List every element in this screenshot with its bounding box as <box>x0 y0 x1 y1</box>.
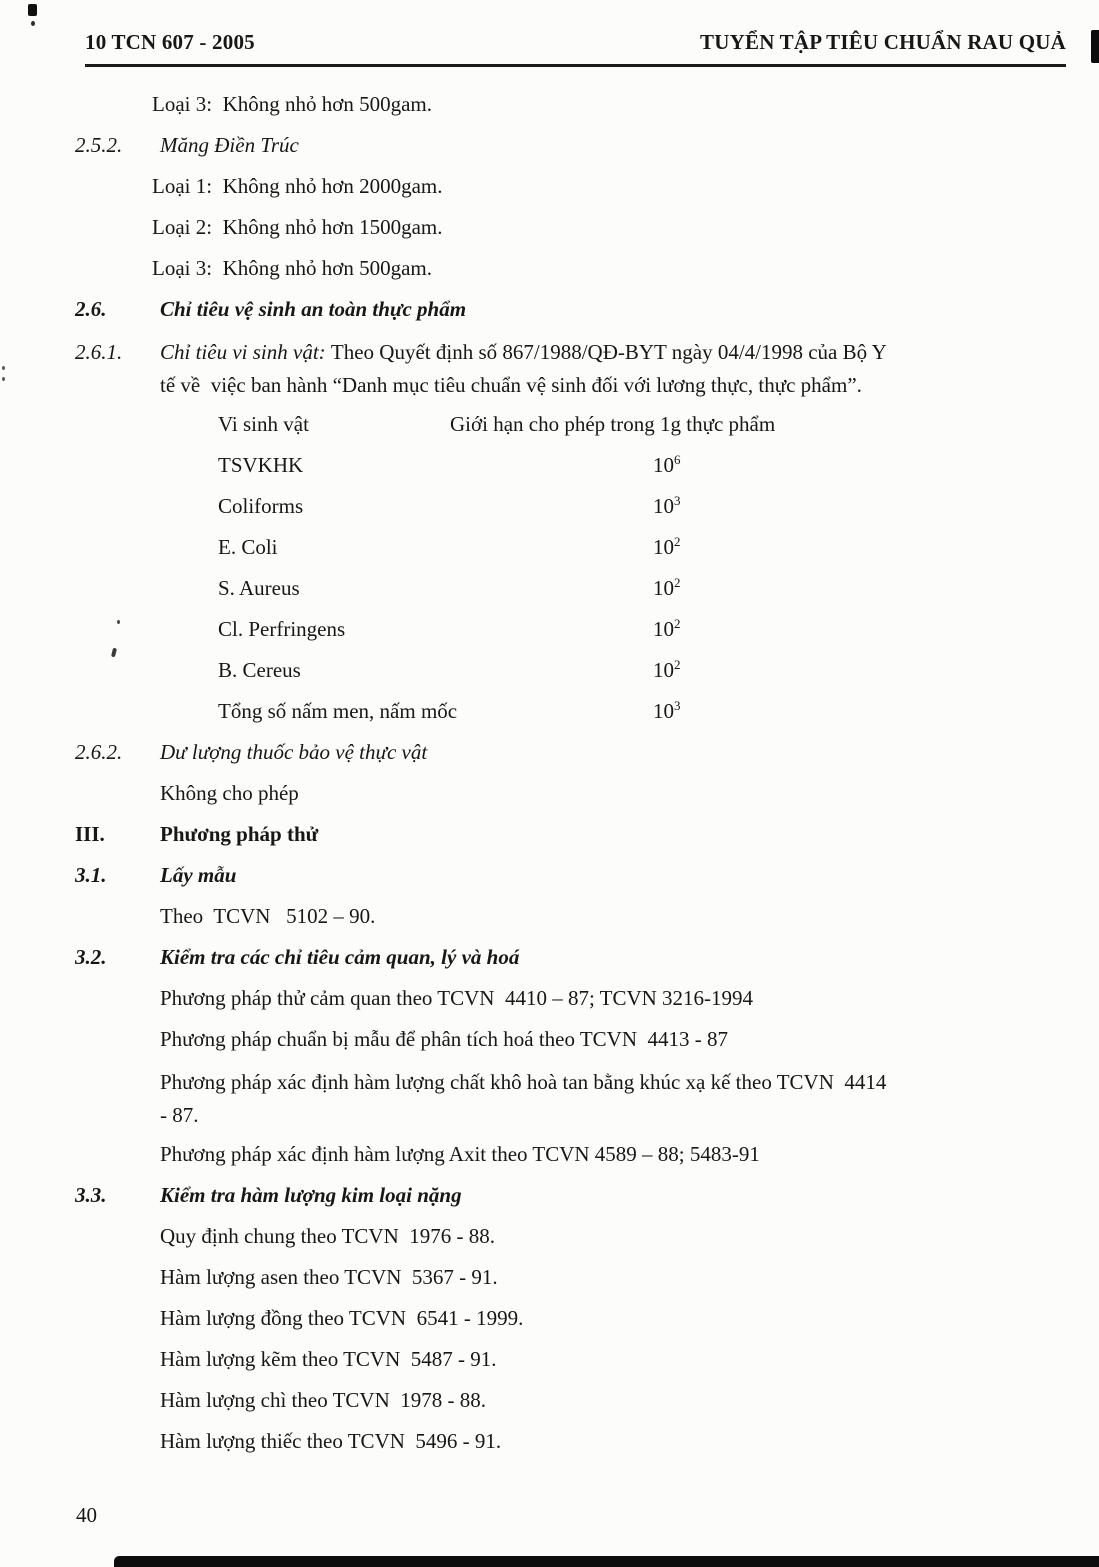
scan-artifact-right-edge <box>1091 30 1099 63</box>
body-line <box>0 1140 1099 1168</box>
numbered-line <box>0 738 1099 766</box>
microbe-name: S. Aureus <box>218 576 300 600</box>
section-number: 2.5.2. <box>75 133 123 157</box>
scan-artifact-top-left-dot <box>31 21 35 26</box>
section-number: 2.6.2. <box>75 740 123 764</box>
body-line <box>0 1263 1099 1291</box>
text-segment: Phương pháp thử <box>160 822 319 846</box>
microbe-limit-value: $10^3$ <box>653 493 681 518</box>
text-segment: Loại 1: Không nhỏ hơn 2000gam. <box>152 174 443 198</box>
section-number: III. <box>75 822 105 846</box>
section-number: 3.2. <box>75 945 107 969</box>
text-segment: Măng Điền Trúc <box>160 133 299 157</box>
text-segment: Theo Quyết định số 867/1988/QĐ-BYT ngày 04/4/1998 của Bộ Y <box>330 340 887 364</box>
text-segment: Quy định chung theo TCVN 1976 - 88. <box>160 1224 496 1248</box>
collection-title: TUYỂN TẬP TIÊU CHUẨN RAU QUẢ <box>700 30 1066 54</box>
limit-column-header: Giới hạn cho phép trong 1g thực phẩm <box>450 412 776 436</box>
microbe-row <box>0 574 1099 602</box>
text-segment: Chỉ tiêu vi sinh vật: <box>160 340 331 364</box>
text-segment: Loại 3: Không nhỏ hơn 500gam. <box>152 256 432 280</box>
microbe-limit-value: $10^2$ <box>653 657 681 682</box>
microbe-limit-value: $10^3$ <box>653 698 681 723</box>
text-segment: Hàm lượng chì theo TCVN 1978 - 88. <box>160 1388 486 1412</box>
text-segment: Phương pháp thử cảm quan theo TCVN 4410 – 87; TCVN 3216-1994 <box>160 986 754 1010</box>
microbe-limit-value: $10^6$ <box>653 452 681 477</box>
text-segment: Hàm lượng thiếc theo TCVN 5496 - 91. <box>160 1429 502 1453</box>
scan-artifact-top-left <box>28 4 37 16</box>
body-line <box>0 1025 1099 1053</box>
page-number: 40 <box>76 1503 97 1527</box>
microbe-name: Coliforms <box>218 494 304 518</box>
body-line <box>0 254 1099 282</box>
numbered-line <box>0 820 1099 848</box>
doc-number: 10 TCN 607 - 2005 <box>85 30 255 54</box>
document-body <box>0 90 1099 1468</box>
header-rule <box>85 64 1066 67</box>
text-segment: Loại 3: Không nhỏ hơn 500gam. <box>152 92 432 116</box>
numbered-line <box>0 336 1099 402</box>
text-segment: Hàm lượng asen theo TCVN 5367 - 91. <box>160 1265 498 1289</box>
microbe-name: B. Cereus <box>218 658 301 682</box>
microbe-name: TSVKHK <box>218 453 304 477</box>
body-line <box>0 172 1099 200</box>
numbered-line <box>0 131 1099 159</box>
body-line <box>0 984 1099 1012</box>
text-segment: Lấy mẫu <box>160 863 237 887</box>
body-line <box>0 1427 1099 1455</box>
microbe-row <box>0 615 1099 643</box>
microbe-row <box>0 656 1099 684</box>
numbered-line <box>0 1181 1099 1209</box>
numbered-line <box>0 943 1099 971</box>
text-segment: Theo TCVN 5102 – 90. <box>160 904 376 928</box>
microbe-row <box>0 451 1099 479</box>
text-segment: Kiểm tra các chỉ tiêu cảm quan, lý và hoá <box>160 945 520 969</box>
text-segment: Phương pháp xác định hàm lượng Axit theo TCVN 4589 – 88; 5483-91 <box>160 1142 760 1166</box>
section-number: 2.6.1. <box>75 340 123 364</box>
body-line <box>0 1222 1099 1250</box>
body-line <box>0 90 1099 118</box>
text-segment: Kiểm tra hàm lượng kim loại nặng <box>160 1183 462 1207</box>
text-segment: Chỉ tiêu vệ sinh an toàn thực phẩm <box>160 297 467 321</box>
text-segment: tế về việc ban hành “Danh mục tiêu chuẩn vệ sinh đối với lương thực, thực phẩm”. <box>160 373 862 397</box>
numbered-line <box>0 295 1099 323</box>
microbe-column-header: Vi sinh vật <box>218 412 309 436</box>
microbe-row <box>0 697 1099 725</box>
section-number: 2.6. <box>75 297 107 321</box>
text-segment: Dư lượng thuốc bảo vệ thực vật <box>160 740 428 764</box>
microbe-name: E. Coli <box>218 535 278 559</box>
text-segment: Phương pháp chuẩn bị mẫu để phân tích hoá theo TCVN 4413 - 87 <box>160 1027 729 1051</box>
body-line <box>0 1386 1099 1414</box>
microbe-limit-value: $10^2$ <box>653 534 681 559</box>
microbe-row <box>0 492 1099 520</box>
text-segment: Không cho phép <box>160 781 299 805</box>
body-line <box>0 902 1099 930</box>
body-line <box>0 1066 1099 1132</box>
body-line <box>0 779 1099 807</box>
microbe-limit-value: $10^2$ <box>653 575 681 600</box>
body-line <box>0 1304 1099 1332</box>
microbe-row <box>0 533 1099 561</box>
numbered-line <box>0 861 1099 889</box>
body-line <box>0 1345 1099 1373</box>
microbe-name: Cl. Perfringens <box>218 617 346 641</box>
scan-artifact-bottom-bar <box>114 1556 1099 1567</box>
body-line <box>0 213 1099 241</box>
microbe-name: Tổng số nấm men, nấm mốc <box>218 699 458 723</box>
microbe-table-header <box>0 410 1099 438</box>
text-segment: - 87. <box>160 1103 199 1127</box>
text-segment: Hàm lượng đồng theo TCVN 6541 - 1999. <box>160 1306 524 1330</box>
text-segment: Loại 2: Không nhỏ hơn 1500gam. <box>152 215 443 239</box>
page-header <box>85 30 1066 55</box>
text-segment: Hàm lượng kẽm theo TCVN 5487 - 91. <box>160 1347 497 1371</box>
section-number: 3.3. <box>75 1183 107 1207</box>
text-segment: Phương pháp xác định hàm lượng chất khô hoà tan bằng khúc xạ kế theo TCVN 4414 <box>160 1070 887 1094</box>
section-number: 3.1. <box>75 863 107 887</box>
microbe-limit-value: $10^2$ <box>653 616 681 641</box>
